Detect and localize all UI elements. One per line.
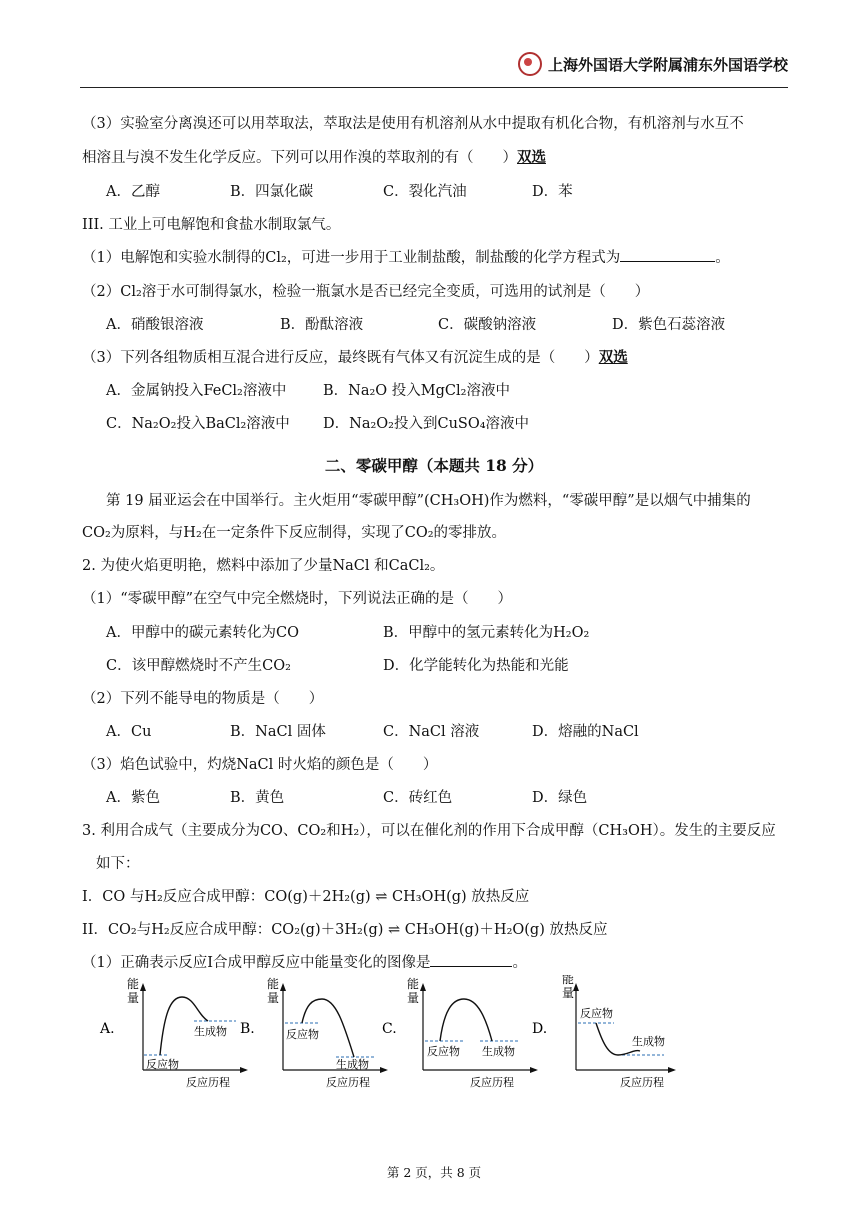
product-label: 生成物	[336, 1058, 369, 1071]
answer-blank	[620, 247, 715, 262]
svg-text:量: 量	[562, 986, 575, 1000]
option-a: A．金属钠投入FeCl₂溶液中	[106, 383, 287, 399]
school-logo-icon	[518, 52, 542, 76]
option-c: C．裂化汽油	[383, 184, 467, 200]
section-title: 二、零碳甲醇（本题共 18 分）	[324, 456, 544, 475]
q3-extract-stem-1: （3）实验室分离溴还可以用萃取法，萃取法是使用有机溶剂从水中提取有机化合物，有机溶剂与水互不	[82, 116, 744, 132]
option-b: B．NaCl 固体	[230, 724, 326, 740]
option-a: A．Cu	[106, 724, 152, 740]
school-name: 上海外国语大学附属浦东外国语学校	[547, 55, 788, 74]
option-b: B．四氯化碳	[230, 184, 314, 200]
energy-curve	[440, 999, 492, 1041]
option-c: C．NaCl 溶液	[383, 724, 480, 740]
option-c: C．砖红色	[383, 790, 453, 806]
q3-stem-cont: 如下：	[96, 856, 140, 872]
reactant-label: 反应物	[146, 1058, 179, 1071]
part3-q2: （2）Cl₂溶于水可制得氯水，检验一瓶氯水是否已经完全变质，可选用的试剂是（ ）	[82, 284, 650, 300]
energy-diagram-b	[240, 975, 390, 1094]
x-axis-label: 反应历程	[620, 1076, 664, 1089]
q3-1-stem: （1）正确表示反应I合成甲醇反应中能量变化的图像是 。	[82, 951, 527, 972]
x-axis-label: 反应历程	[470, 1076, 514, 1089]
option-b: B．黄色	[230, 790, 285, 806]
q3-extract-stem-2: 相溶且与溴不发生化学反应。下列可以用作溴的萃取剂的有（ ）双选	[82, 149, 546, 166]
x-axis-label: 反应历程	[186, 1076, 230, 1089]
option-b: B．甲醇中的氢元素转化为H₂O₂	[383, 625, 590, 641]
reactant-label: 反应物	[286, 1028, 319, 1041]
svg-text:能: 能	[562, 975, 575, 986]
option-d: D．Na₂O₂投入到CuSO₄溶液中	[323, 416, 530, 432]
q3-stem: 3. 利用合成气（主要成分为CO、CO₂和H₂），可以在催化剂的作用下合成甲醇（CH₃OH）。发生的主要反应	[82, 823, 776, 839]
option-d: D．绿色	[532, 790, 588, 806]
intro-line-2: CO₂为原料，与H₂在一定条件下反应制得，实现了CO₂的零排放。	[82, 525, 507, 541]
q2-3-stem: （3）焰色试验中，灼烧NaCl 时火焰的颜色是（ ）	[82, 757, 438, 773]
svg-text:能: 能	[127, 977, 140, 991]
option-b: B．Na₂O 投入MgCl₂溶液中	[323, 383, 510, 399]
energy-diagram-a	[98, 975, 248, 1094]
option-d: D．熔融的NaCl	[532, 724, 639, 740]
option-a: A．乙醇	[106, 184, 160, 200]
header-rule	[80, 87, 788, 88]
q2-stem: 2. 为使火焰更明艳，燃料中添加了少量NaCl 和CaCl₂。	[82, 558, 445, 574]
part3-q3: （3）下列各组物质相互混合进行反应，最终既有气体又有沉淀生成的是（ ）双选	[82, 349, 628, 366]
page-header	[518, 52, 788, 76]
option-letter: B.	[240, 1021, 255, 1037]
answer-blank	[430, 952, 512, 967]
part3-q1: （1）电解饱和实验水制得的Cl₂，可进一步用于工业制盐酸，制盐酸的化学方程式为 。	[82, 246, 730, 267]
page-footer: 第 2 页，共 8 页	[386, 1165, 482, 1180]
option-letter: A.	[100, 1021, 115, 1037]
reactant-label: 反应物	[580, 1007, 613, 1020]
option-a: A．紫色	[106, 790, 160, 806]
option-c: C．Na₂O₂投入BaCl₂溶液中	[106, 416, 290, 432]
option-a: A．硝酸银溶液	[106, 317, 204, 333]
svg-text:量: 量	[127, 991, 140, 1005]
svg-text:量: 量	[267, 991, 280, 1005]
product-label: 生成物	[482, 1045, 515, 1058]
svg-text:能: 能	[267, 977, 280, 991]
energy-diagram-d	[530, 975, 680, 1094]
intro-line-1: 第 19 届亚运会在中国举行。主火炬用“零碳甲醇”(CH₃OH)作为燃料，“零碳甲醇”是以烟气中捕集的	[106, 493, 751, 509]
option-letter: D.	[532, 1021, 548, 1037]
part3-title: III. 工业上可电解饱和食盐水制取氯气。	[82, 217, 341, 233]
svg-text:能: 能	[407, 977, 420, 991]
option-c: C．该甲醇燃烧时不产生CO₂	[106, 658, 291, 674]
reactant-label: 反应物	[427, 1045, 460, 1058]
option-d: D．紫色石蕊溶液	[612, 317, 726, 333]
svg-text:量: 量	[407, 991, 420, 1005]
double-choice-tag: 双选	[598, 349, 628, 366]
option-letter: C.	[382, 1021, 397, 1037]
q2-2-stem: （2）下列不能导电的物质是（ ）	[82, 691, 324, 707]
product-label: 生成物	[194, 1025, 227, 1038]
option-d: D．化学能转化为热能和光能	[383, 658, 569, 674]
reaction-2: II．CO₂与H₂反应合成甲醇：CO₂(g)＋3H₂(g) ⇌ CH₃OH(g)＋H₂O(g) 放热反应	[82, 922, 608, 938]
q2-1-stem: （1）“零碳甲醇”在空气中完全燃烧时，下列说法正确的是（ ）	[82, 591, 513, 607]
double-choice-tag: 双选	[517, 149, 546, 166]
reaction-1: I．CO 与H₂反应合成甲醇：CO(g)＋2H₂(g) ⇌ CH₃OH(g) 放热反应	[82, 889, 530, 905]
energy-diagram-c	[380, 975, 540, 1094]
option-c: C．碳酸钠溶液	[438, 317, 537, 333]
x-axis-label: 反应历程	[326, 1076, 370, 1089]
product-label: 生成物	[632, 1035, 665, 1048]
option-a: A．甲醇中的碳元素转化为CO	[106, 625, 299, 641]
option-d: D．苯	[532, 184, 573, 200]
option-b: B．酚酞溶液	[280, 317, 364, 333]
